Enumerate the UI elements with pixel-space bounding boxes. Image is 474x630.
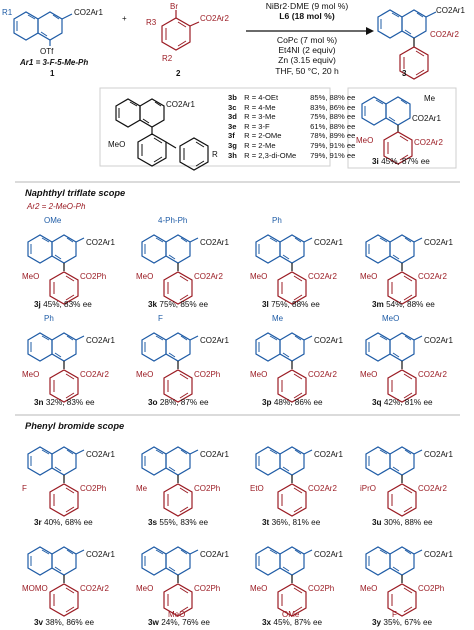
- ester-label-2: CO2Ph: [80, 484, 107, 493]
- compound-id: 3i: [372, 157, 379, 166]
- ester-label-1: CO2Ar1: [424, 450, 453, 459]
- entry-result: 79%, 91% ee: [310, 140, 356, 150]
- compound-id: 3t: [262, 518, 270, 527]
- compound-result: 55%, 83% ee: [159, 518, 209, 527]
- reactant-1-otf: OTf: [40, 47, 54, 56]
- ester-label-2: CO2Ph: [80, 272, 107, 281]
- ester-label-2: CO2Ph: [308, 584, 335, 593]
- ester-label-1: CO2Ar1: [314, 336, 343, 345]
- compound-id: 3k: [148, 300, 158, 309]
- compound-structure: [366, 235, 422, 304]
- ester-label-2: CO2Ar2: [80, 584, 109, 593]
- compound-result: 40%, 68% ee: [44, 518, 93, 527]
- compound-caption: [148, 398, 209, 407]
- ester-label-1: CO2Ar1: [314, 550, 343, 559]
- compound-structure: [366, 547, 422, 616]
- ester-label-2: CO2Ph: [194, 370, 221, 379]
- ester-label-2: CO2Ph: [194, 484, 221, 493]
- entry-id: 3c: [228, 102, 237, 112]
- compound-1-number: 1: [50, 69, 55, 78]
- compound-result: 45%, 87% ee: [381, 157, 430, 166]
- box-3i-co2ar1: CO2Ar1: [412, 114, 441, 123]
- entry-sub: R = 3-F: [244, 121, 270, 131]
- compound-result: 42%, 81% ee: [383, 398, 433, 407]
- entry-sub: R = 4-OEt: [244, 93, 279, 102]
- compound-structure: [366, 333, 422, 402]
- compound-result: 36%, 81% ee: [271, 518, 321, 527]
- compound-id: 3m: [372, 300, 384, 309]
- entry-sub: R = 2,3-di-OMe: [244, 150, 297, 160]
- compound-caption: [148, 518, 208, 527]
- phenyl-section-title: Phenyl bromide scope: [25, 421, 125, 431]
- compound-caption: [262, 618, 322, 627]
- ester-label-2: CO2Ar2: [418, 370, 447, 379]
- compound-2-number: 2: [176, 69, 181, 78]
- ester-label-1: CO2Ar1: [424, 238, 453, 247]
- compound-caption: [372, 618, 432, 627]
- substituent-label: F: [158, 314, 163, 323]
- compound-structure: [366, 447, 422, 516]
- compound-result: 32%, 83% ee: [45, 398, 95, 407]
- product-ester-1: CO2Ar1: [436, 6, 465, 15]
- reactant-2-r2: R2: [162, 54, 173, 63]
- methoxy-label: MeO: [136, 370, 154, 379]
- entry-result: 61%, 88% ee: [310, 121, 356, 131]
- entry-result: 78%, 89% ee: [310, 131, 356, 141]
- compound-result: 48%, 86% ee: [273, 398, 323, 407]
- entry-id: 3f: [228, 131, 235, 141]
- ring-substituent-label: MeO: [168, 610, 186, 619]
- compound-result: 35%, 67% ee: [383, 618, 433, 627]
- compound-structure: [142, 235, 198, 304]
- ester-box-r: R: [212, 150, 218, 159]
- ortho-substituent-label: MeO: [360, 584, 378, 593]
- entry-result: 75%, 88% ee: [310, 112, 356, 122]
- ortho-substituent-label: Me: [136, 484, 148, 493]
- entry-id: 3h: [228, 150, 237, 160]
- compound-id: 3n: [34, 398, 44, 407]
- entry-id: 3d: [228, 112, 237, 122]
- ortho-substituent-label: F: [22, 484, 27, 493]
- condition-line: Et4NI (2 equiv): [278, 45, 336, 56]
- compound-3-number: 3: [402, 69, 407, 78]
- entry-result: 79%, 91% ee: [310, 150, 356, 160]
- ester-label-1: CO2Ar1: [424, 336, 453, 345]
- compound-id: 3l: [262, 300, 269, 309]
- ester-label-1: CO2Ar1: [314, 450, 343, 459]
- reactant-2-structure: [162, 10, 199, 50]
- compound-structure: [142, 447, 198, 516]
- compound-result: 28%, 87% ee: [159, 398, 209, 407]
- compound-result: 38%, 86% ee: [45, 618, 95, 627]
- methoxy-label: MeO: [360, 272, 378, 281]
- ester-label-1: CO2Ar1: [200, 450, 229, 459]
- compound-id: 3r: [34, 518, 42, 527]
- reactant-2-ester: CO2Ar2: [200, 14, 229, 23]
- compound-id: 3v: [34, 618, 44, 627]
- compound-caption: [372, 518, 433, 527]
- ester-label-2: CO2Ph: [194, 584, 221, 593]
- ester-entries-list: [228, 93, 355, 160]
- ester-label-2: CO2Ar2: [80, 370, 109, 379]
- ring-substituent-label: OMe: [282, 610, 300, 619]
- reactant-2-br: Br: [170, 2, 178, 11]
- methoxy-label: MeO: [136, 272, 154, 281]
- ester-label-2: CO2Ar2: [308, 370, 337, 379]
- ester-label-1: CO2Ar1: [86, 550, 115, 559]
- compound-structure: [256, 333, 312, 402]
- ester-label-1: CO2Ar1: [86, 450, 115, 459]
- condition-line: L6 (18 mol %): [279, 11, 335, 22]
- ester-label-1: CO2Ar1: [314, 238, 343, 247]
- naphthyl-section-title: Naphthyl triflate scope: [25, 188, 126, 198]
- ortho-substituent-label: MOMO: [22, 584, 48, 593]
- methoxy-label: MeO: [250, 370, 268, 379]
- product-ester-2: CO2Ar2: [430, 30, 459, 39]
- compound-caption: [372, 300, 435, 309]
- ester-box-meo: MeO: [108, 140, 126, 149]
- condition-line: CoPc (7 mol %): [276, 35, 338, 45]
- box-3i-me: Me: [424, 94, 436, 103]
- entry-sub: R = 2-Me: [244, 140, 276, 150]
- product-structure: [378, 10, 436, 79]
- compound-id: 3q: [372, 398, 382, 407]
- compound-id: 3w: [148, 618, 159, 627]
- substituent-label: 4-Ph-Ph: [158, 216, 188, 225]
- ester-label-1: CO2Ar1: [424, 550, 453, 559]
- substituent-label: Me: [272, 314, 284, 323]
- compound-id: 3x: [262, 618, 272, 627]
- compound-caption: [262, 300, 320, 309]
- compound-structure: [28, 547, 84, 616]
- compound-structure: [28, 447, 84, 516]
- ortho-substituent-label: EtO: [250, 484, 264, 493]
- condition-line: THF, 50 °C, 20 h: [275, 65, 339, 76]
- box-3i-meo: MeO: [356, 136, 374, 145]
- compound-structure: [256, 447, 312, 516]
- substituent-label: MeO: [382, 314, 400, 323]
- compound-result: 30%, 88% ee: [383, 518, 433, 527]
- condition-line: NiBr2·DME (9 mol %): [265, 1, 349, 11]
- methoxy-label: MeO: [22, 370, 40, 379]
- compound-id: 3o: [148, 398, 158, 407]
- methoxy-label: MeO: [250, 272, 268, 281]
- entry-id: 3b: [228, 93, 237, 102]
- compound-structure: [142, 333, 198, 402]
- compound-id: 3y: [372, 618, 382, 627]
- compound-result: 45%, 87% ee: [273, 618, 323, 627]
- reactant-1-ar-definition: Ar1 = 3-F-5-Me-Ph: [20, 58, 89, 67]
- ar2-definition: Ar2 = 2-MeO-Ph: [27, 202, 86, 211]
- entry-id: 3e: [228, 121, 237, 131]
- compound-id: 3j: [34, 300, 41, 309]
- compound-result: 24%, 76% ee: [161, 618, 210, 627]
- conditions-above-arrow: [246, 1, 368, 21]
- compound-caption: [34, 518, 93, 527]
- ester-label-2: CO2Ar2: [308, 272, 337, 281]
- reactant-1-structure: [14, 12, 72, 46]
- ester-label-2: CO2Ar2: [194, 272, 223, 281]
- compound-structure: [28, 333, 84, 402]
- compound-caption: [372, 398, 433, 407]
- methoxy-label: MeO: [22, 272, 40, 281]
- ester-box-co2ar1: CO2Ar1: [166, 100, 195, 109]
- compound-caption: [262, 398, 323, 407]
- ester-label-2: CO2Ph: [418, 584, 445, 593]
- ester-label-1: CO2Ar1: [200, 336, 229, 345]
- compound-structure: [28, 235, 84, 304]
- plus-sign: +: [122, 14, 127, 23]
- compound-result: 45%, 83% ee: [43, 300, 92, 309]
- compound-structure: [256, 235, 312, 304]
- compound-caption: [34, 398, 95, 407]
- box-3i-co2ar2: CO2Ar2: [414, 138, 443, 147]
- compound-id: 3s: [148, 518, 158, 527]
- entry-sub: R = 2-OMe: [244, 131, 282, 141]
- compound-caption: [262, 518, 320, 527]
- ester-label-2: CO2Ar2: [418, 484, 447, 493]
- ester-label-1: CO2Ar1: [86, 336, 115, 345]
- entry-result: 83%, 86% ee: [310, 102, 356, 112]
- box-3i-caption: [372, 157, 430, 166]
- compound-caption: [34, 300, 92, 309]
- ortho-substituent-label: MeO: [250, 584, 268, 593]
- compound-caption: [148, 618, 210, 627]
- ester-label-1: CO2Ar1: [86, 238, 115, 247]
- compound-result: 75%, 88% ee: [271, 300, 320, 309]
- reactant-2-r3: R3: [146, 18, 157, 27]
- substituent-label: Ph: [44, 314, 54, 323]
- entry-sub: R = 3-Me: [244, 112, 276, 122]
- compound-structure: [256, 547, 312, 616]
- ring-substituent-label: F: [392, 610, 397, 619]
- condition-line: Zn (3.15 equiv): [278, 55, 336, 66]
- substituent-label: Ph: [272, 216, 282, 225]
- ester-label-2: CO2Ar2: [308, 484, 337, 493]
- entry-sub: R = 4-Me: [244, 102, 276, 112]
- ester-label-1: CO2Ar1: [200, 550, 229, 559]
- ester-label-2: CO2Ar2: [418, 272, 447, 281]
- ortho-substituent-label: iPrO: [360, 484, 376, 493]
- compound-result: 54%, 88% ee: [386, 300, 435, 309]
- reactant-1-r1: R1: [2, 8, 13, 17]
- compound-structure: [142, 547, 198, 616]
- ortho-substituent-label: MeO: [136, 584, 154, 593]
- compound-result: 75%, 85% ee: [159, 300, 209, 309]
- entry-result: 85%, 88% ee: [310, 93, 356, 102]
- compound-id: 3p: [262, 398, 272, 407]
- substituent-label: OMe: [44, 216, 62, 225]
- ester-label-1: CO2Ar1: [200, 238, 229, 247]
- entry-id: 3g: [228, 140, 237, 150]
- conditions-below-arrow: [246, 35, 368, 76]
- compound-id: 3u: [372, 518, 382, 527]
- compound-caption: [148, 300, 208, 309]
- compound-caption: [34, 618, 94, 627]
- reactant-1-ester: CO2Ar1: [74, 8, 103, 17]
- methoxy-label: MeO: [360, 370, 378, 379]
